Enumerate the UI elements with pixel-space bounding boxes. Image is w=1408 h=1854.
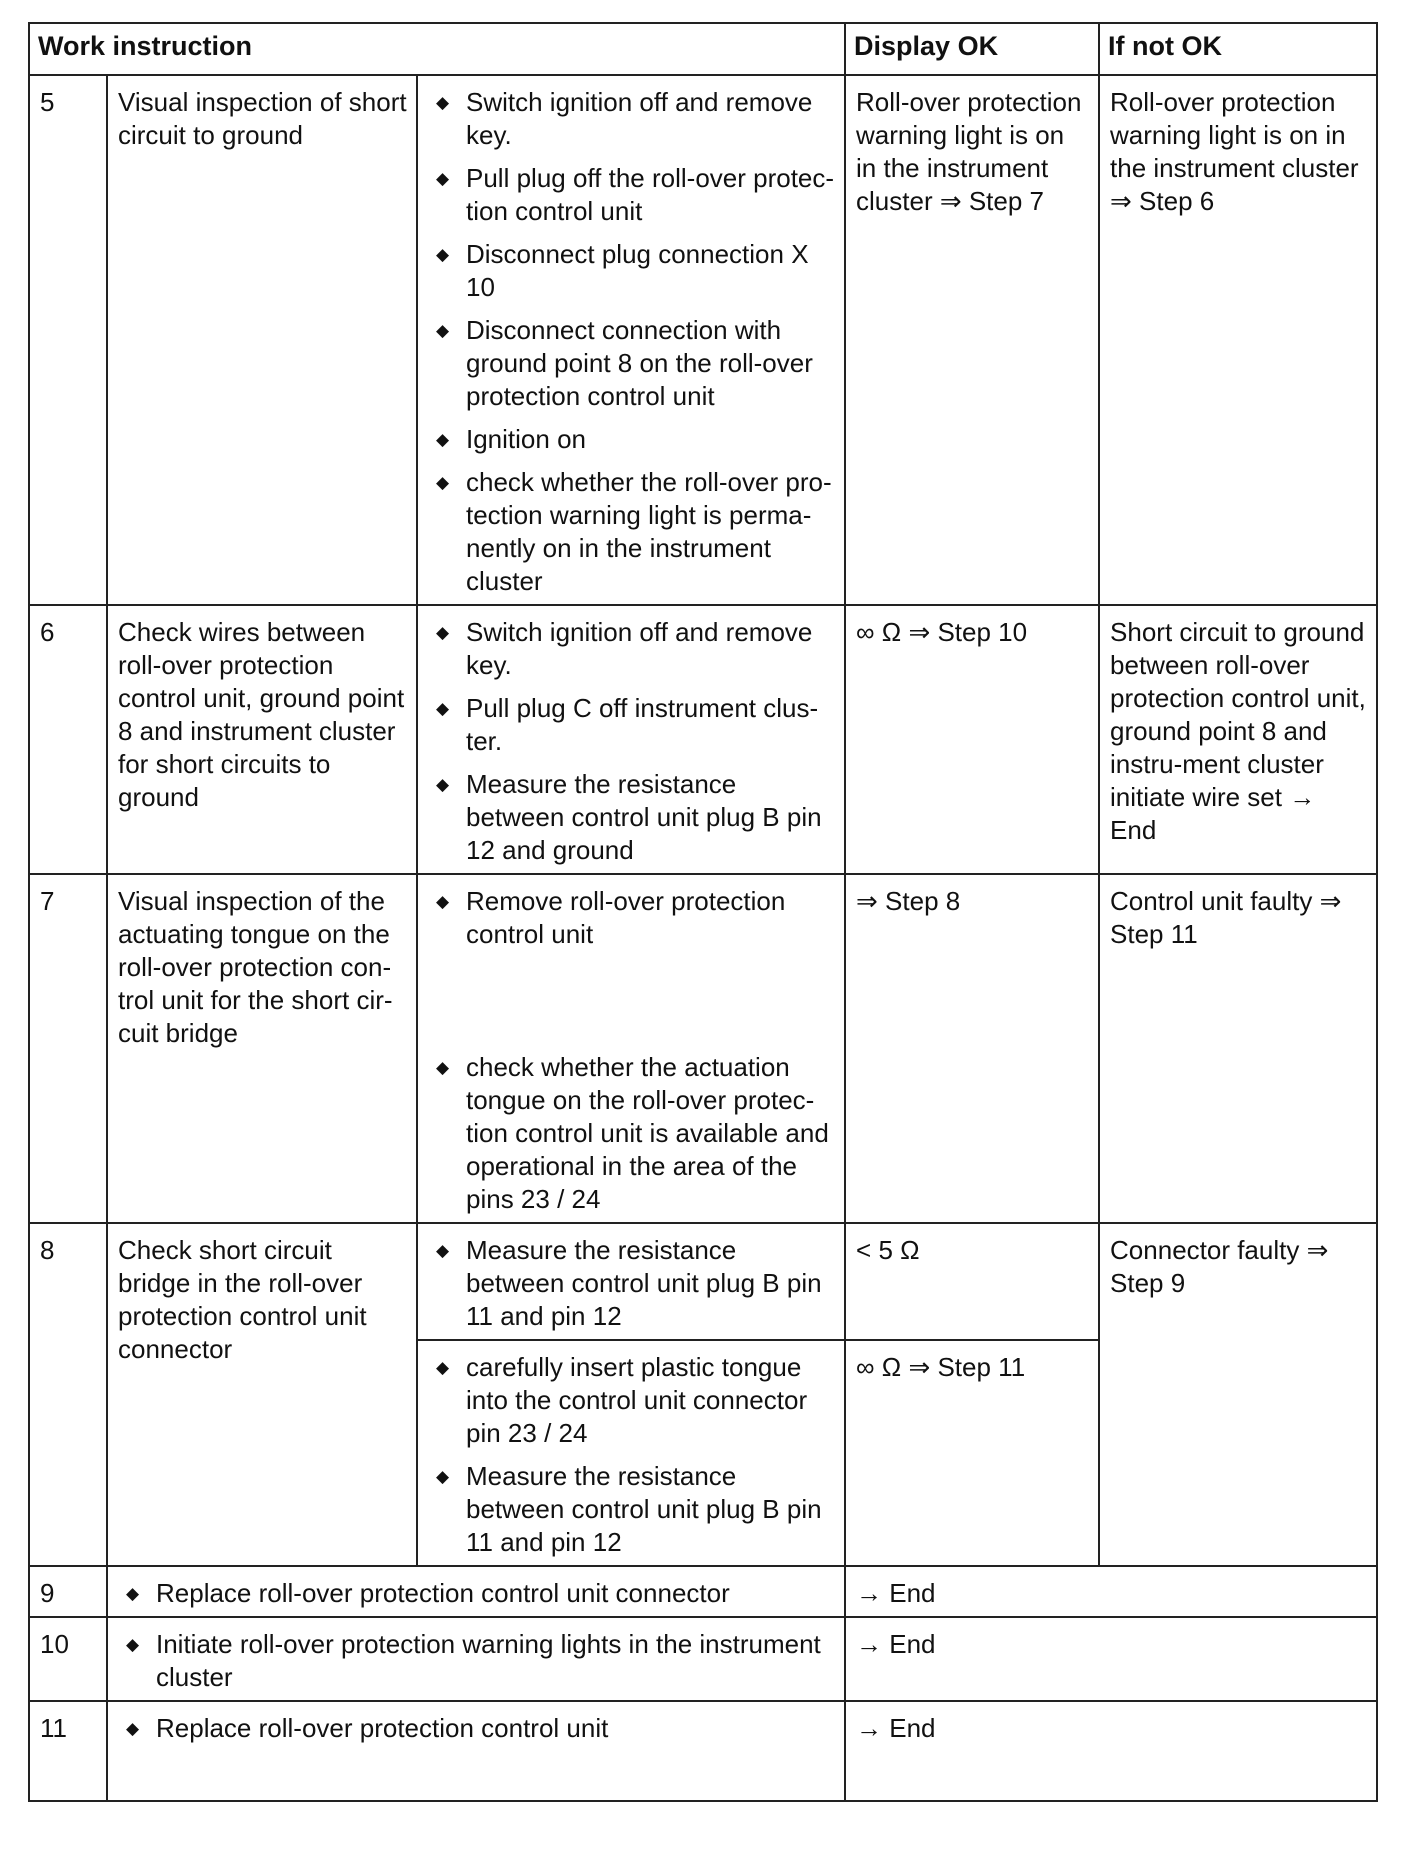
action-item: ◆ Ignition on bbox=[436, 424, 586, 454]
diamond-bullet-icon: ◆ bbox=[436, 892, 450, 911]
step-row-7 bbox=[29, 874, 1377, 1223]
diamond-bullet-icon: ◆ bbox=[126, 1719, 140, 1738]
table-header-row bbox=[29, 23, 1377, 75]
step-number: 6 bbox=[29, 605, 107, 874]
diamond-bullet-icon: ◆ bbox=[436, 699, 450, 718]
step-actions bbox=[417, 1223, 845, 1340]
action-item: ◆ carefully insert plastic tongue into the control unit connector pin 23 / 24 bbox=[436, 1352, 808, 1448]
step-number: 11 bbox=[29, 1701, 107, 1801]
step-title: Visual inspection of the actuating tongue on the roll-over protection con-trol unit for the short cir-cuit bridge bbox=[107, 874, 417, 1223]
result-cell: → End bbox=[845, 1617, 1377, 1701]
action-item: ◆ Disconnect connection with ground point 8 on the roll-over protection control unit bbox=[436, 315, 813, 411]
diamond-bullet-icon: ◆ bbox=[126, 1635, 140, 1654]
diamond-bullet-icon: ◆ bbox=[436, 169, 450, 188]
diamond-bullet-icon: ◆ bbox=[436, 93, 450, 112]
action-item: ◆ Initiate roll-over protection warning lights in the instrument cluster bbox=[126, 1629, 821, 1692]
diamond-bullet-icon: ◆ bbox=[436, 1058, 450, 1077]
diamond-bullet-icon: ◆ bbox=[436, 775, 450, 794]
diamond-bullet-icon: ◆ bbox=[436, 623, 450, 642]
action-item: ◆ Disconnect plug connection X 10 bbox=[436, 239, 809, 302]
step-actions bbox=[417, 605, 845, 874]
step-number: 8 bbox=[29, 1223, 107, 1566]
diamond-bullet-icon: ◆ bbox=[436, 321, 450, 340]
work-instruction-sheet bbox=[28, 22, 1378, 1802]
action-item: ◆ Remove roll-over protection control unit bbox=[436, 886, 786, 949]
action-item: ◆ Switch ignition off and remove key. bbox=[436, 87, 813, 150]
if-not-ok-cell: Roll-over protection warning light is on in the instrument cluster ⇒ Step 6 bbox=[1099, 75, 1377, 605]
display-ok-cell: ⇒ Step 8 bbox=[845, 874, 1099, 1223]
step-actions bbox=[417, 874, 845, 1223]
action-item: ◆ Pull plug C off instrument clus-ter. bbox=[436, 693, 819, 756]
step-title: Visual inspection of short circuit to ground bbox=[107, 75, 417, 605]
diamond-bullet-icon: ◆ bbox=[126, 1584, 140, 1603]
step-number: 10 bbox=[29, 1617, 107, 1701]
action-item: ◆ Replace roll-over protection control unit connector bbox=[126, 1578, 730, 1608]
if-not-ok-cell: Control unit faulty ⇒ Step 11 bbox=[1099, 874, 1377, 1223]
result-cell: → End bbox=[845, 1701, 1377, 1801]
display-ok-cell: ∞ Ω ⇒ Step 11 bbox=[845, 1340, 1099, 1566]
if-not-ok-cell: Short circuit to ground between roll-over protection control unit, ground point 8 and instru-ment cluster initiate wire set → End bbox=[1099, 605, 1377, 874]
action-item: ◆ Switch ignition off and remove key. bbox=[436, 617, 813, 680]
diamond-bullet-icon: ◆ bbox=[436, 1358, 450, 1377]
step-title: Check short circuit bridge in the roll-over protection control unit connector bbox=[107, 1223, 417, 1566]
step-action bbox=[107, 1617, 845, 1701]
step-actions bbox=[417, 1340, 845, 1566]
action-item: ◆ check whether the roll-over pro-tection warning light is perma-nently on in the instrument cluster bbox=[436, 467, 832, 596]
step-actions bbox=[417, 75, 845, 605]
diamond-bullet-icon: ◆ bbox=[436, 245, 450, 264]
action-item: ◆ check whether the actuation tongue on the roll-over protec-tion control unit is available and operational in the area of the pins 23 / 24 bbox=[436, 1052, 829, 1214]
step-row-10 bbox=[29, 1617, 1377, 1701]
step-title: Check wires between roll-over protection control unit, ground point 8 and instrument cluster for short circuits to ground bbox=[107, 605, 417, 874]
figure-gap bbox=[428, 951, 836, 1051]
diamond-bullet-icon: ◆ bbox=[436, 1467, 450, 1486]
display-ok-cell: Roll-over protection warning light is on in the instrument cluster ⇒ Step 7 bbox=[845, 75, 1099, 605]
step-row-5 bbox=[29, 75, 1377, 605]
header-work-instruction: Work instruction bbox=[29, 23, 845, 75]
work-instruction-table bbox=[28, 22, 1378, 1802]
result-cell: → End bbox=[845, 1566, 1377, 1617]
action-item: ◆ Pull plug off the roll-over protec-tion control unit bbox=[436, 163, 835, 226]
header-display-ok: Display OK bbox=[845, 23, 1099, 75]
header-if-not-ok: If not OK bbox=[1099, 23, 1377, 75]
action-item: ◆ Replace roll-over protection control unit bbox=[126, 1713, 609, 1743]
action-item: ◆ Measure the resistance between control unit plug B pin 12 and ground bbox=[436, 769, 822, 865]
diamond-bullet-icon: ◆ bbox=[436, 430, 450, 449]
step-row-9 bbox=[29, 1566, 1377, 1617]
step-number: 9 bbox=[29, 1566, 107, 1617]
action-item: ◆ Measure the resistance between control unit plug B pin 11 and pin 12 bbox=[436, 1235, 822, 1331]
step-number: 5 bbox=[29, 75, 107, 605]
if-not-ok-cell: Connector faulty ⇒ Step 9 bbox=[1099, 1223, 1377, 1566]
display-ok-cell: < 5 Ω bbox=[845, 1223, 1099, 1340]
diamond-bullet-icon: ◆ bbox=[436, 473, 450, 492]
display-ok-cell: ∞ Ω ⇒ Step 10 bbox=[845, 605, 1099, 874]
action-item: ◆ Measure the resistance between control unit plug B pin 11 and pin 12 bbox=[436, 1461, 822, 1557]
diamond-bullet-icon: ◆ bbox=[436, 1241, 450, 1260]
step-row-6 bbox=[29, 605, 1377, 874]
step-action bbox=[107, 1566, 845, 1617]
step-row-8 bbox=[29, 1223, 1377, 1340]
step-action bbox=[107, 1701, 845, 1801]
step-number: 7 bbox=[29, 874, 107, 1223]
step-row-11 bbox=[29, 1701, 1377, 1801]
